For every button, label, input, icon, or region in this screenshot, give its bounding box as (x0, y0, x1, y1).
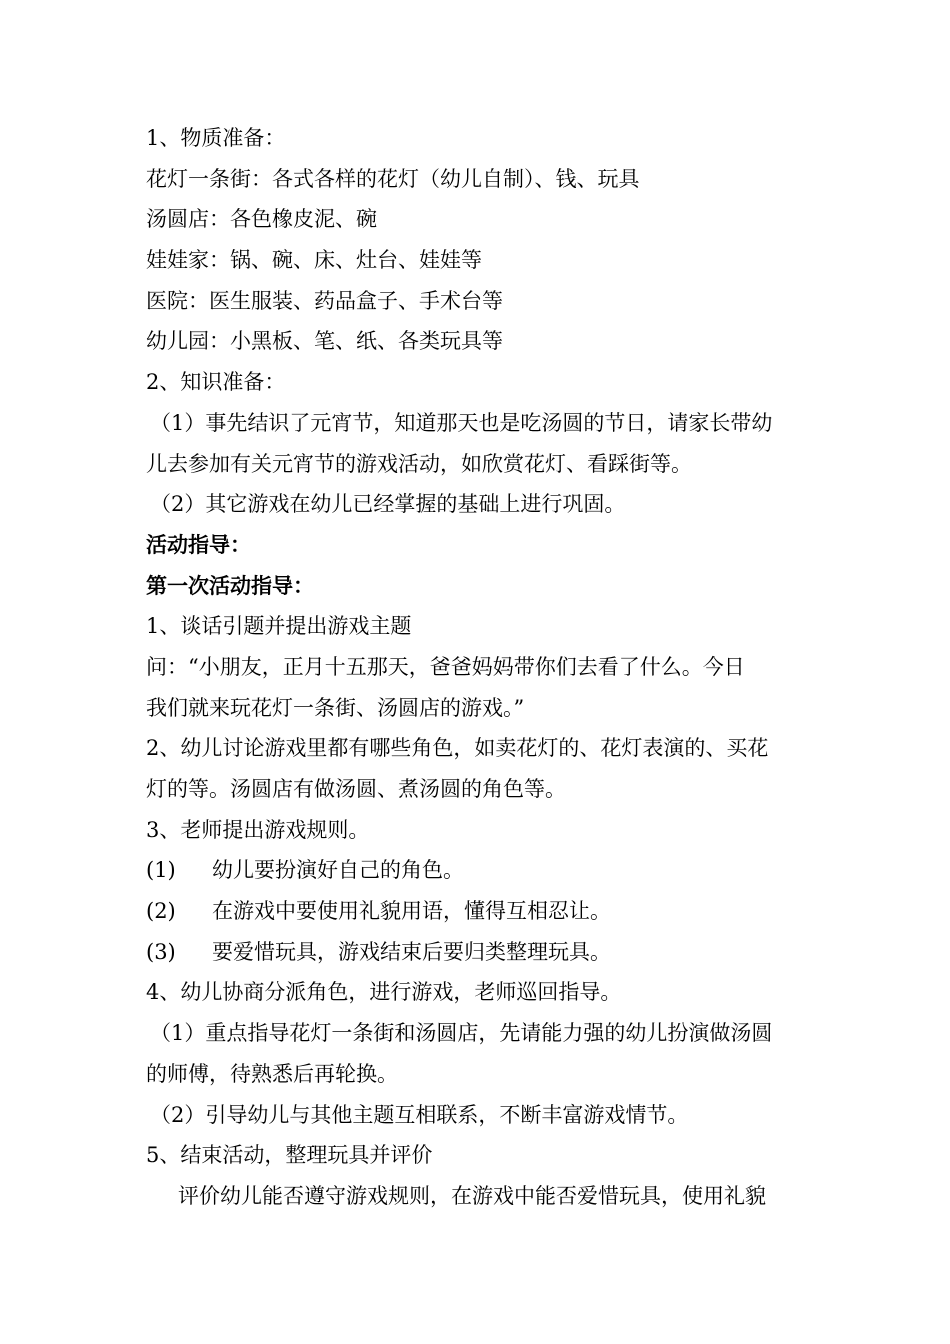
text-line: 花灯一条街：各式各样的花灯（幼儿自制）、钱、玩具 (146, 166, 640, 191)
text-line: （1）重点指导花灯一条街和汤圆店，先请能力强的幼儿扮演做汤圆 (150, 1021, 773, 1046)
text-line: （1）事先结识了元宵节，知道那天也是吃汤圆的节日，请家长带幼 (150, 410, 773, 435)
section-heading: 1、物质准备： (146, 126, 286, 150)
text-line: 幼儿园：小黑板、笔、纸、各类玩具等 (146, 329, 503, 354)
rule-text: 要爱惜玩具，游戏结束后要归类整理玩具。 (212, 939, 611, 964)
rule-text: 在游戏中要使用礼貌用语，懂得互相忍让。 (212, 899, 611, 924)
text-line: 儿去参加有关元宵节的游戏活动，如欣赏花灯、看踩街等。 (146, 451, 692, 476)
text-line: 评价幼儿能否遵守游戏规则，在游戏中能否爱惜玩具，使用礼貌 (178, 1183, 766, 1208)
text-line: 1、谈话引题并提出游戏主题 (146, 614, 412, 639)
rule-item (146, 891, 826, 932)
bold-heading: 第一次活动指导： (146, 572, 314, 598)
text-line: （2）其它游戏在幼儿已经掌握的基础上进行巩固。 (150, 492, 626, 517)
text-line: 4、幼儿协商分派角色，进行游戏，老师巡回指导。 (146, 980, 622, 1005)
text-line: 问：“小朋友，正月十五那天，爸爸妈妈带你们去看了什么。今日 (146, 654, 745, 679)
text-line: 医院：医生服装、药品盒子、手术台等 (146, 288, 503, 313)
text-line: 汤圆店：各色橡皮泥、碗 (146, 207, 377, 232)
text-line: 我们就来玩花灯一条街、汤圆店的游戏。” (146, 695, 525, 720)
text-line: （2）引导幼儿与其他主题互相联系，不断丰富游戏情节。 (150, 1102, 689, 1127)
rule-text: 幼儿要扮演好自己的角色。 (212, 858, 464, 883)
text-line: 2、幼儿讨论游戏里都有哪些角色，如卖花灯的、花灯表演的、买花 (146, 736, 769, 761)
document-body (146, 118, 826, 1217)
text-line: 娃娃家：锅、碗、床、灶台、娃娃等 (146, 248, 482, 273)
text-line: 灯的等。汤圆店有做汤圆、煮汤圆的角色等。 (146, 777, 566, 801)
rule-number: (1) (146, 858, 176, 883)
text-line: 3、老师提出游戏规则。 (146, 817, 370, 842)
text-line: 5、结束活动，整理玩具并评价 (146, 1143, 433, 1168)
text-line: 的师傅，待熟悉后再轮换。 (146, 1061, 398, 1086)
bold-heading: 活动指导： (146, 531, 251, 557)
rule-number: (3) (146, 939, 176, 964)
rule-item (146, 850, 826, 891)
rule-number: (2) (146, 899, 176, 924)
rule-item (146, 932, 826, 973)
section-heading: 2、知识准备： (146, 370, 286, 395)
